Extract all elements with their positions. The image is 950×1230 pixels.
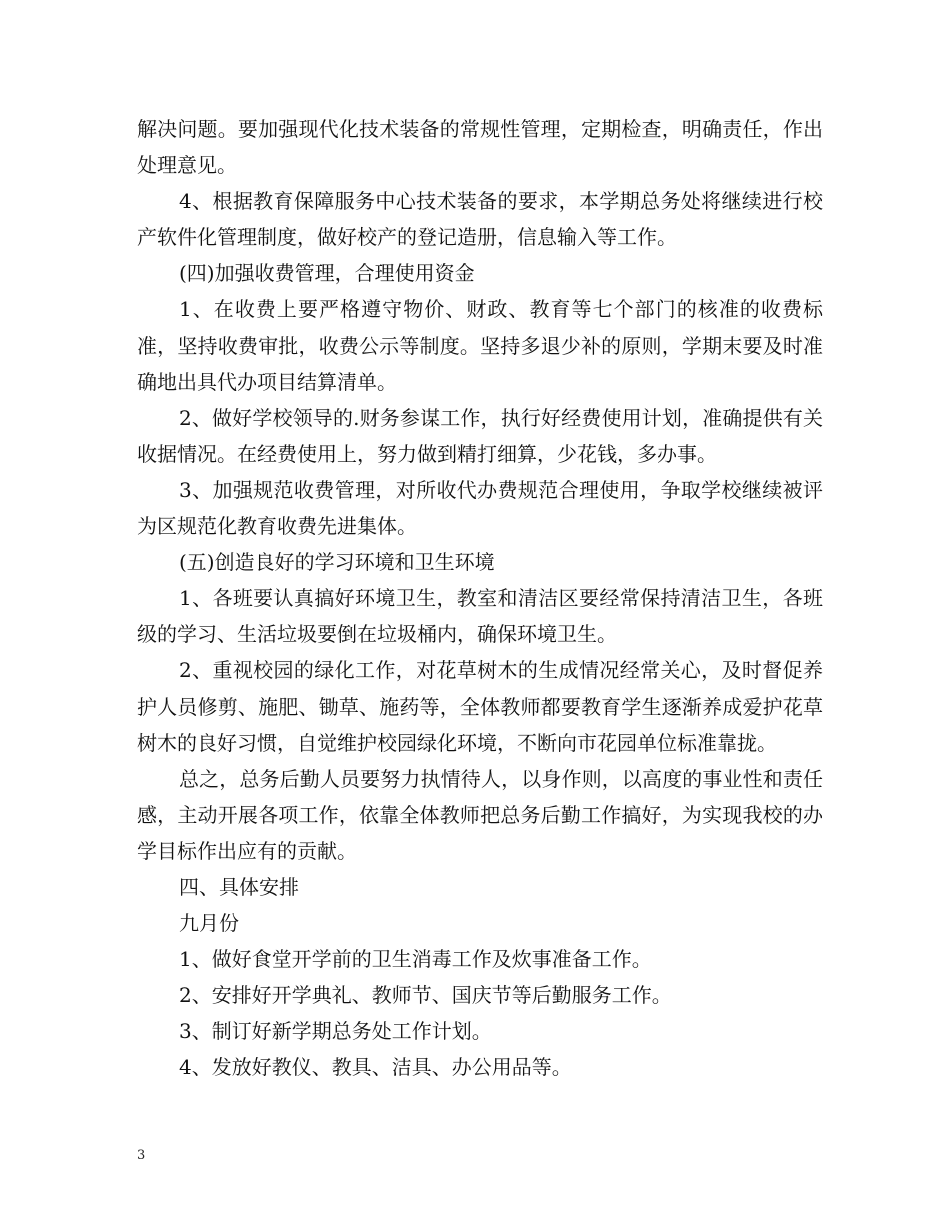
month-heading: 九月份 bbox=[179, 911, 239, 936]
document-body bbox=[137, 111, 823, 1086]
page-number: 3 bbox=[137, 1148, 146, 1163]
paragraph-summary: 总之，总务后勤人员要努力执情待人，以身作则，以高度的事业性和责任感，主动开展各项工作，依靠全体教师把总务后勤工作搞好，为实现我校的办学目标作出应有的贡献。 bbox=[137, 766, 823, 863]
paragraph-4: 1、在收费上要严格遵守物价、财政、教育等七个部门的核准的收费标准，坚持收费审批，收费公示等制度。坚持多退少补的原则，学期末要及时准确地出具代办项目结算清单。 bbox=[137, 297, 823, 394]
list-item-3: 3、制订好新学期总务处工作计划。 bbox=[179, 1019, 492, 1044]
list-item-1: 1、做好食堂开学前的卫生消毒工作及炊事准备工作。 bbox=[179, 947, 652, 972]
list-item-4: 4、发放好教仪、教具、洁具、办公用品等。 bbox=[179, 1055, 572, 1080]
paragraph-9: 2、重视校园的绿化工作，对花草树木的生成情况经常关心，及时督促养护人员修剪、施肥、锄草、施药等，全体教师都要教育学生逐渐养成爱护花草树木的良好习惯，自觉维护校园绿化环境，不断向市花园单位标准靠拢。 bbox=[137, 658, 823, 755]
paragraph-1: 解决问题。要加强现代化技术装备的常规性管理，定期检查，明确责任，作出处理意见。 bbox=[137, 117, 823, 178]
list-item-2: 2、安排好开学典礼、教师节、国庆节等后勤服务工作。 bbox=[179, 983, 672, 1008]
paragraph-6: 3、加强规范收费管理，对所收代办费规范合理使用，争取学校继续被评为区规范化教育收费先进集体。 bbox=[137, 477, 823, 539]
section-heading-5: (五)创造良好的学习环境和卫生环境 bbox=[179, 550, 495, 575]
paragraph-5: 2、做好学校领导的.财务参谋工作，执行好经费使用计划，准确提供有关收据情况。在经费使用上，努力做到精打细算，少花钱，多办事。 bbox=[137, 405, 823, 466]
section-heading-4: (四)加强收费管理，合理使用资金 bbox=[179, 261, 475, 286]
paragraph-2: 4、根据教育保障服务中心技术装备的要求，本学期总务处将继续进行校产软件化管理制度，做好校产的登记造册，信息输入等工作。 bbox=[137, 189, 823, 250]
section-heading-arrangement: 四、具体安排 bbox=[179, 874, 299, 899]
paragraph-8: 1、各班要认真搞好环境卫生，教室和清洁区要经常保持清洁卫生，各班级的学习、生活垃圾要倒在垃圾桶内，确保环境卫生。 bbox=[137, 586, 823, 647]
